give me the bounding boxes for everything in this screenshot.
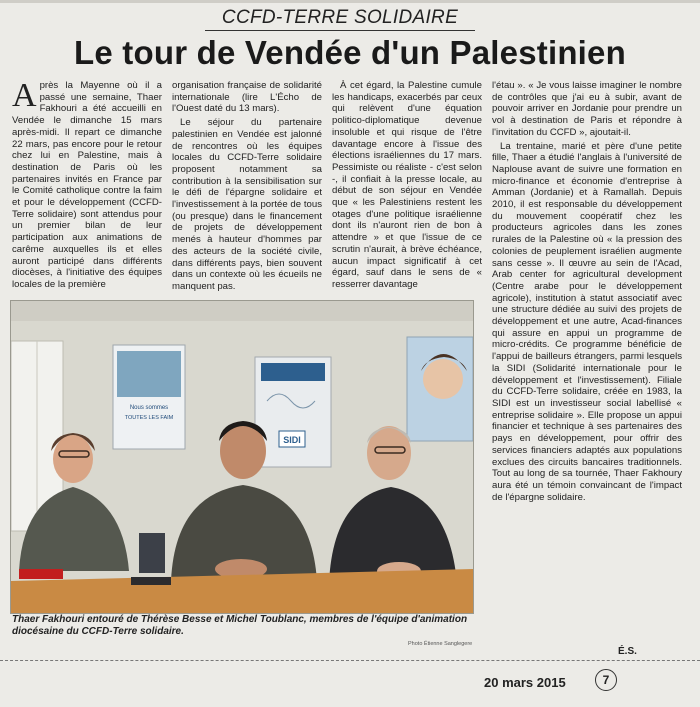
article-photo <box>10 300 474 614</box>
column-2-text: organisation française de solidarité internationale (lire L'Écho de l'Ouest daté du 13 mars). <box>172 80 322 115</box>
ceiling-band <box>11 301 473 321</box>
article-column-4 <box>492 80 682 642</box>
poster-left-line-1: Nous sommes <box>129 405 169 411</box>
author-signature: É.S. <box>618 646 637 657</box>
section-kicker: CCFD-TERRE SOLIDAIRE <box>205 8 475 31</box>
red-folder <box>19 569 63 579</box>
footer-rule <box>0 660 700 661</box>
column-1-text: près la Mayenne où il a passé une semaine, Thaer Fakhouri a été accueilli en Vendée le dimanche 15 mars après-midi. Il repart ce dimanche 22 mars, pas encore pour le retour chez lui en Palestine, mais à destination de Paris où les partenaires invités en France par le Comité catholique contre la faim et pour le développement (CCFD-Terre solidaire) sont attendus pour un premier bilan de leur participation aux animations de carême auxquelles ils et elles auront participé dans différents diocèses, à l'initiative des équipes locales de la première <box>12 80 162 290</box>
article-column-2 <box>172 80 322 298</box>
column-2-paragraph-2: Le séjour du partenaire palestinien en Vendée est jalonné de rencontres où les équipes locales du CCFD-Terre solidaire proposent notamment sa contribution à la sensibilisation sur le défi de l'épargne solidaire et l'investissement à la portée de tous (ou presque) dans le financement de projets de développement menés à hauteur d'hommes par des acteurs de la société civile, dans différents pays, bien souvent dans un contexte où les écueils ne manquent pas. <box>172 117 322 292</box>
issue-date: 20 mars 2015 <box>484 675 566 690</box>
column-4-text: l'étau ». « Je vous laisse imaginer le nombre de contrôles que j'ai eu à subir, avant de pouvoir arriver en Jordanie pour prendre un vol à destination de Paris et répondre à l'invitation du CCFD », ajoutait-il. <box>492 80 682 138</box>
photo-credit: Photo Étienne Sanglegere <box>408 641 473 647</box>
photo-illustration <box>11 301 473 613</box>
column-4-paragraph-2: La trentaine, marié et père d'une petite fille, Thaer a étudié l'anglais à l'université de Naplouse avant de suivre une formation en micro-finance et économie d'entreprise à Amman (Jordanie) et à Ramallah. Depuis 2010, il est responsable du développement du mouvement coopératif chez les producteurs agricoles dans les zones rurales de la Palestine où « la pression des colonies de peuplement israélien augmente sans cesse ». Il œuvre au sein de l'Acad, Arab center for agricultural development (Centre arabe pour le développement agricole), institution à statut associatif avec une structure dédiée au suivi des projets de développement et une autre, Acad-finances qui assure en appui un programme de micro-crédits. Ce programme bénéficie de l'appui de bailleurs étrangers, parmi lesquels la SIDI (Solidarité internationale pour le développement et l'investissement). Filiale du CCFD-Terre solidaire, créée en 1983, la SIDI est un investisseur social labellisé « entreprise solidaire ». Elle propose un appui financier et technique à ses partenaires des pays en développement, pour offrir des services financiers adaptés aux populations exclues des circuits bancaires traditionnels. Tout au long de sa tournée, Thaer Fakhoury aura été un témoin convaincant de l'impact de l'épargne solidaire. <box>492 140 682 503</box>
sidi-logo: SIDI <box>283 435 301 445</box>
page-number: 7 <box>595 669 617 691</box>
phone <box>131 577 171 585</box>
dropcap-letter: A <box>12 80 37 114</box>
article-headline: Le tour de Vendée d'un Palestinien <box>74 34 626 71</box>
poster-sidi-banner <box>261 363 325 381</box>
paper-top-edge <box>0 0 700 3</box>
article-column-1 <box>12 80 162 298</box>
poster-face <box>423 359 463 399</box>
person-left-face <box>53 435 93 483</box>
column-3-text: À cet égard, la Palestine cumule les handicaps, exacerbés par ceux qui relèvent d'une équation politico-diplomatique devenue insoluble et qui risque de l'être davantage encore à l'issue des élections israéliennes du 17 mars. Pessimiste ou réaliste - c'est selon -, il confiait à la presse locale, au début de son séjour en Vendée que « les Palestiniens restent les otages d'une politique israélienne dont ils n'auront rien de bon à attendre » et que l'issue de ce scrutin n'aurait, à brève échéance, aucun impact significatif à cet égard, sauf dans le sens de « resserrer davantage <box>332 80 482 290</box>
poster-left-line-2: TOUTES LES FAIM <box>124 415 174 421</box>
article-column-3 <box>332 80 482 298</box>
photo-caption: Thaer Fakhouri entouré de Thérèse Besse et Michel Toublanc, membres de l'équipe d'animation diocésaine du CCFD-Terre solidaire. <box>12 614 468 637</box>
poster-left-image <box>117 351 181 397</box>
chair <box>139 533 165 573</box>
